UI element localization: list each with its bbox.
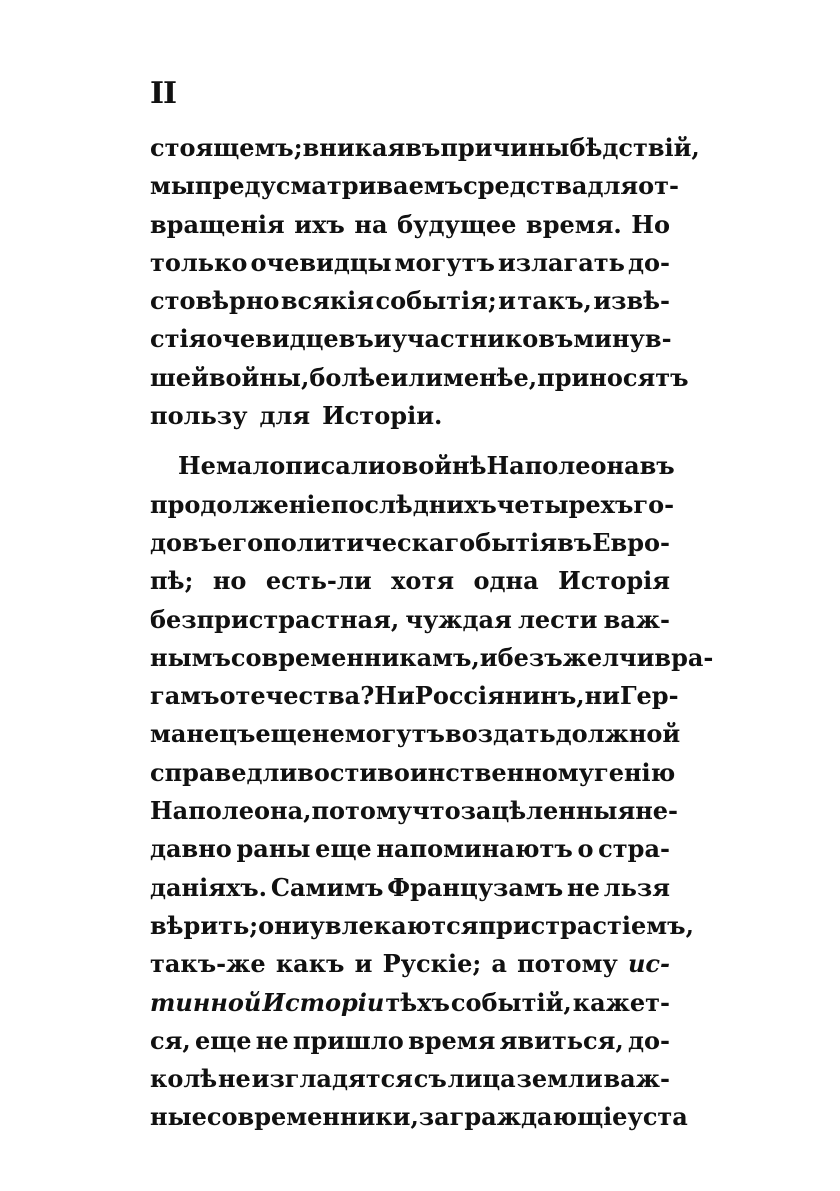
word: безъ — [497, 642, 563, 672]
text-line — [150, 206, 670, 244]
word: время — [408, 1025, 496, 1055]
word: тѣхъ — [385, 987, 450, 1017]
word: справедливости — [150, 757, 378, 787]
word: они — [258, 910, 310, 940]
word: политическаго — [263, 527, 476, 557]
word: увлекаются — [309, 910, 479, 940]
word: будущее — [397, 209, 517, 239]
word: его — [217, 527, 264, 557]
word: Наполеона, — [150, 796, 312, 826]
word: продолженіе — [150, 489, 331, 519]
word: бытія — [475, 527, 558, 557]
word: время. — [526, 209, 622, 239]
word: войнѣ — [401, 451, 487, 481]
word: вѣрить; — [150, 910, 259, 940]
word: желчи — [562, 642, 655, 672]
word: стія — [150, 324, 207, 354]
word: ся, — [150, 1025, 191, 1055]
word: только — [150, 247, 248, 277]
word: бѣдствій, — [569, 133, 700, 162]
word: вникая — [302, 133, 406, 162]
word: генію — [594, 757, 676, 787]
text-line — [150, 320, 670, 358]
word: Исторіи. — [322, 401, 443, 431]
text-line — [150, 792, 678, 830]
word: должной — [555, 719, 681, 749]
text-line — [150, 486, 675, 524]
text-line — [150, 282, 670, 320]
word: четырехъ — [496, 489, 634, 519]
text-line — [150, 244, 670, 282]
word: въ — [639, 451, 675, 481]
text-line — [150, 601, 670, 639]
word: не- — [635, 796, 678, 826]
word: Исторія — [558, 566, 670, 596]
word: стовѣрно — [150, 286, 280, 316]
word: пользу — [150, 401, 248, 431]
text-line — [150, 397, 670, 435]
word: уста — [627, 1102, 688, 1132]
word: излагать — [497, 247, 625, 277]
word: Исторіи — [262, 987, 385, 1017]
word: довъ — [150, 527, 218, 557]
word: лица — [447, 1064, 516, 1094]
word: земли — [516, 1064, 603, 1094]
word: что — [412, 796, 461, 826]
word: ные — [150, 1102, 207, 1132]
word: войны, — [208, 362, 310, 392]
word: не — [311, 719, 345, 749]
word: мы — [150, 171, 195, 201]
word: и — [498, 286, 516, 316]
word: болѣе — [309, 362, 391, 392]
word: заграждающіе — [418, 1102, 628, 1132]
body-text — [150, 129, 714, 1137]
page-number: II — [150, 76, 177, 111]
word: еще — [194, 1025, 252, 1055]
word: Россіянинъ, — [414, 681, 585, 711]
word: извѣ- — [593, 286, 670, 316]
word: Самимъ — [270, 872, 384, 902]
paragraph-gap — [150, 435, 670, 447]
word: есть-ли — [265, 566, 372, 596]
word: очевидцы — [250, 247, 392, 277]
word: современники, — [206, 1102, 419, 1132]
word: зацѣленныя — [460, 796, 636, 826]
word: хотя — [391, 566, 455, 596]
word: мало — [215, 451, 286, 481]
word: менѣе, — [442, 362, 538, 392]
word: вра- — [654, 642, 714, 672]
word: не — [567, 872, 600, 902]
text-line — [150, 754, 676, 792]
text-line — [150, 677, 679, 715]
word: причины — [440, 133, 570, 162]
text-line — [150, 1098, 688, 1136]
word: до- — [628, 247, 670, 277]
word: и — [354, 949, 373, 979]
word: раны — [236, 834, 311, 864]
word: пришло — [292, 1025, 404, 1055]
word: ни — [584, 681, 620, 711]
text-line — [150, 167, 679, 205]
text-line — [150, 830, 670, 868]
word: вращенія — [150, 209, 285, 239]
word: льзя — [603, 872, 670, 902]
word: могутъ — [344, 719, 445, 749]
word: лести — [517, 604, 598, 634]
word: безпристрастная, — [150, 604, 400, 634]
word: колѣ — [150, 1064, 218, 1094]
word: но — [212, 566, 247, 596]
word: Не — [178, 451, 216, 481]
word: ихъ — [294, 209, 345, 239]
text-line — [150, 129, 700, 167]
word: пристрастіемъ, — [478, 910, 694, 940]
word: не — [217, 1064, 251, 1094]
word: отечества? — [219, 681, 375, 711]
word: на — [354, 209, 388, 239]
text-line — [150, 524, 670, 562]
word: еще — [315, 834, 372, 864]
word: явиться, — [499, 1025, 624, 1055]
word: гамъ — [150, 681, 220, 711]
word: или — [390, 362, 443, 392]
text-line — [150, 907, 694, 945]
word: предусматриваемъ — [194, 171, 464, 201]
word: для — [259, 401, 311, 431]
word: от- — [638, 171, 679, 201]
text-line — [150, 945, 670, 983]
word: о — [385, 451, 402, 481]
word: тинной — [150, 987, 262, 1017]
word: ис- — [627, 949, 670, 979]
word: современникамъ, — [230, 642, 480, 672]
word: а — [491, 949, 507, 979]
word: воздать — [444, 719, 556, 749]
word: Рускіе; — [382, 949, 482, 979]
word: пѣ; — [150, 566, 194, 596]
word: такъ-же — [150, 949, 266, 979]
text-line — [150, 447, 675, 485]
word: такъ, — [517, 286, 592, 316]
text-line — [150, 639, 714, 677]
word: событія; — [375, 286, 497, 316]
word: го- — [633, 489, 675, 519]
text-line — [150, 715, 681, 753]
word: и — [479, 642, 498, 672]
word: событій, — [450, 987, 572, 1017]
word: не — [255, 1025, 289, 1055]
word: послѣднихъ — [330, 489, 497, 519]
word: для — [587, 171, 639, 201]
word: Наполеона — [486, 451, 640, 481]
text-line — [150, 359, 689, 397]
text-line — [150, 1022, 670, 1060]
word: важ- — [603, 604, 670, 634]
word: средства — [463, 171, 588, 201]
word: какъ — [275, 949, 345, 979]
word: нымъ — [150, 642, 231, 672]
word: важ- — [603, 1064, 670, 1094]
word: до- — [628, 1025, 670, 1055]
word: съ — [413, 1064, 447, 1094]
word: одна — [473, 566, 539, 596]
word: въ — [405, 133, 441, 162]
word: писали — [285, 451, 386, 481]
word: стоящемъ; — [150, 133, 303, 162]
word: въ — [557, 527, 593, 557]
word: всякія — [280, 286, 375, 316]
word: и — [373, 324, 392, 354]
word: изгладятся — [251, 1064, 413, 1094]
word: даніяхъ. — [150, 872, 268, 902]
word: потому — [311, 796, 413, 826]
word: давно — [150, 834, 232, 864]
word: воинственному — [377, 757, 594, 787]
word: минув- — [573, 324, 672, 354]
word: манецъ — [150, 719, 256, 749]
word: очевидцевъ — [206, 324, 374, 354]
text-line — [150, 1060, 670, 1098]
word: напоминаютъ — [376, 834, 573, 864]
word: шей — [150, 362, 209, 392]
word: Но — [631, 209, 670, 239]
text-line — [150, 562, 670, 600]
word: могутъ — [394, 247, 495, 277]
word: участниковъ — [391, 324, 574, 354]
text-line — [150, 984, 670, 1022]
text-line — [150, 869, 670, 907]
word: приносятъ — [537, 362, 689, 392]
word: еще — [255, 719, 312, 749]
word: Ни — [374, 681, 415, 711]
word: Гер- — [619, 681, 679, 711]
word: о — [577, 834, 594, 864]
word: потому — [517, 949, 618, 979]
word: Французамъ — [387, 872, 564, 902]
word: стра- — [598, 834, 670, 864]
word: Евро- — [592, 527, 670, 557]
word: чуждая — [405, 604, 512, 634]
word: кажет- — [572, 987, 670, 1017]
